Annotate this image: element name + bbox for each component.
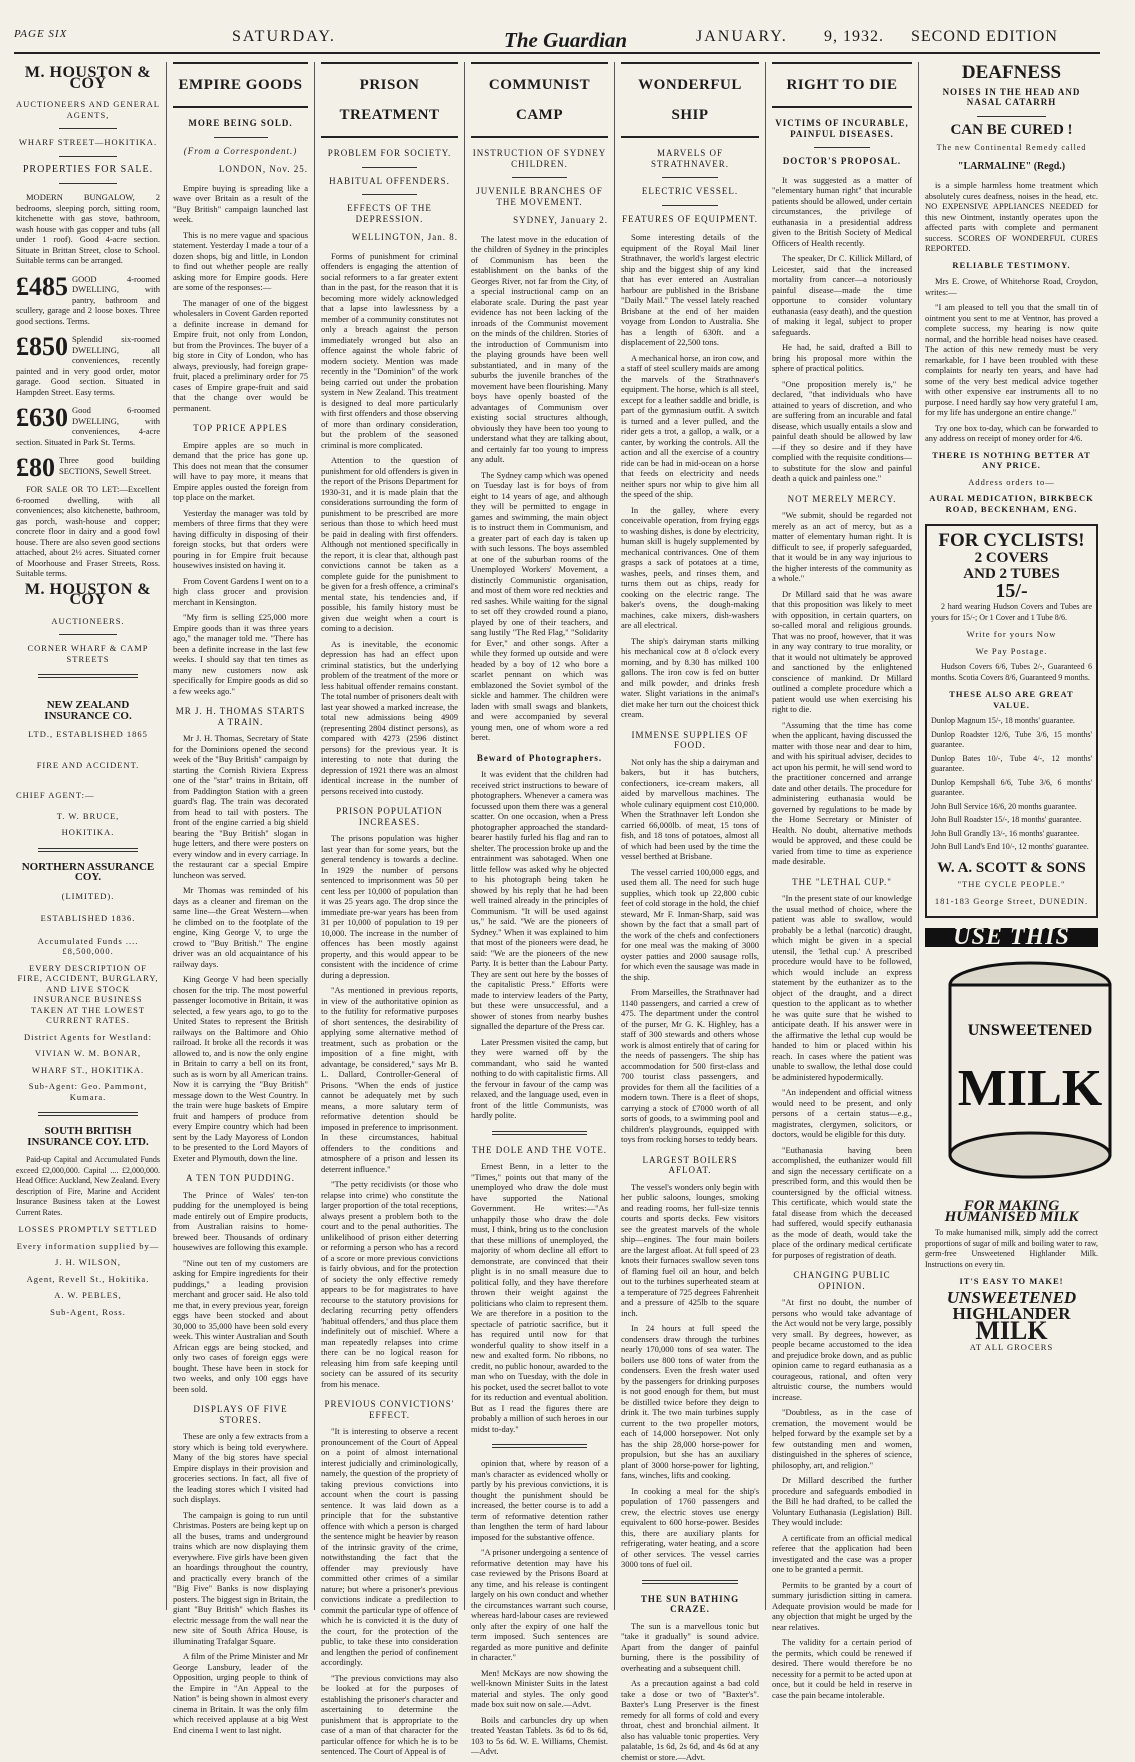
article-paragraph: The sun is a marvellous tonic but "take it gradually" is sound advice. Apart from the danger of painful burning, there is the possibility of overheating and a subsequent chill. xyxy=(621,1620,759,1673)
south-british-info: Every information supplied by— xyxy=(16,1240,160,1251)
article-paragraph: It was suggested as a matter of "elementary human right" that incurable patients should be allowed, under certain circumstances, the privilege of euthanasia in a presidential address given to the British Society of Medical Officers of Health recently. xyxy=(772,174,912,248)
article-paragraph: Ernest Benn, in a letter to the "Times," points out that many of the unemployed who draw the dole must have supported the National Government. He writes:—"As unhappily those who draw the dole must, I think, bring us to the conclusion that these millions of unemployed, the majority of whom decline all effort to demonstrate, are convinced that their plight is in no small measure due to political folly, and they have therefore thrown their weight against the politicians who claim to represent them. We are therefore in a position to the spectacle of patriotic sacrifice, but it has required until now for that wonderful quality to show itself in a new and exalted form. No ribbons, no credit, no public honour, awarded to the man who on Tuesday, with the dole in his pocket, used the secret ballot to vote for its reduction and eventual abolition. But as I read the figures there are probably a million of such heroes in our midst to-day." xyxy=(471,1161,608,1434)
article-subheading: MORE BEING SOLD. xyxy=(188,118,293,128)
advertisements-column xyxy=(919,62,1104,1610)
article-paragraph: It was evident that the children had received strict instructions to beware of photographers. Whenever a camera was focussed upon them there was a general scatter. On one occasion, when a Press photographer approached the standard-bearer hastily furled his flag and ran to shelter. The procession broke up and the entrainment was sabotaged. When one little fellow was asked why he objected to his photograph being taken he showed by his reply that he had been well trained already in the principles of Communism. "It will be used against us," he said. "We are the pioneers of Sydney." When it was explained to him that most of the pioneers were dead, he said: "We are the pioneers of the new Party. It is better than the Labour Party. They are sent out here by the bosses of the capitalistic Press." Efforts were made to interview leaders of the Party, but these were unsuccessful, and a shower of stones from nearby bushes signalled the departure of the Press car. xyxy=(471,769,608,1031)
masthead-month: JANUARY. xyxy=(696,28,788,45)
article-paragraph: Some interesting details of the equipment of the Royal Mail liner Strathnaver, the world's largest electric ship and the biggest ship of any kind that has ever entered an Australian harbour are published in the Brisbane "Daily Mail." The vessel lately reached Brisbane at the end of her maiden voyage from London to Australia. She has a length of 630ft. and a displacement of 22,500 tons. xyxy=(621,232,759,347)
article-subheading: INSTRUCTION OF SYDNEY CHILDREN. xyxy=(472,148,607,169)
article-paragraph: "At first no doubt, the number of persons who would take advantage of the Act would not be very large, possibly very small. By degrees, however, as people became accustomed to the idea and prejudice broke down, and as public opinion came to regard euthanasia as a courageous, rational, and often very altruistic course, the numbers would increase. xyxy=(772,1297,912,1402)
article-paragraph: This is no mere vague and spacious statement. Yesterday I made a tour of a dozen shops, big and little, in London to find out whether people are really asking more for Empire goods. Here are some of the responses:— xyxy=(173,229,308,292)
cyclists-offer: 2 hard wearing Hudson Covers and Tubes are yours for 15/-; Or 1 Cover and 1 Tube 8/6. xyxy=(931,602,1092,622)
article-paragraph: The vessel carried 100,000 eggs, and used them all. The need for such huge supplies, which took up 22,800 cubic feet of cold storage in the hold, the chief steward, Mr F. Inman-Sharp, said was shown by the fact that a small part of the work of the chefs and confectioners for one meal was the making of 3000 oyster patties and 2000 sausage rolls, for which even the sausage was made in the ship. xyxy=(621,866,759,982)
article-paragraph: From Marseilles, the Strathnaver had 1140 passengers, and carried a crew of 475. The department under the control of the purser, Mr G. K. Highley, has a staff of 300 stewards and others whose work is almost entirely that of caring for the needs of passengers. The ship has accommodation for 500 first-class and 700 tourist class passengers, and provides for them all the facilities of a modern town. There is a fleet of shops, carrying a stock of £7000 worth of all sorts of goods, to a swimming pool and children's playgrounds, equipped with toys from rocking horses to teddy bears. xyxy=(621,987,759,1144)
article-subheading: JUVENILE BRANCHES OF THE MOVEMENT. xyxy=(476,186,603,207)
article-paragraph: Dr Millard described the further procedure and safeguards embodied in the Bill he had drafted, to be called the Voluntary Euthanasia (Legislation) Bill. They would include: xyxy=(772,1475,912,1527)
article-subheading: MARVELS OF STRATHNAVER. xyxy=(650,148,730,169)
nz-insurance-established: LTD., ESTABLISHED 1865 xyxy=(28,729,148,739)
masthead xyxy=(14,28,1100,54)
article-paragraph: These are only a few extracts from a story which is being told everywhere. Many of the big stores have special Empire displays in their provision and groceries sections. In fact, all five of the leading stores which I visited had such displays. xyxy=(173,1431,308,1504)
property-price: £630 xyxy=(16,403,68,432)
article-paragraph: In the galley, where every conceivable operation, from frying eggs to washing dishes, is done by electricity, human skill is hugely supplemented by mechanical contrivances. One of them grasps a sack of potatoes at a time, washes, peels, and rinses them, and turns them out as chips, ready for cooking on the electric range. The baker's ovens, the dough-making machines, cake mixers, dish-washers are all electrical. xyxy=(621,504,759,630)
larmaline-offer: Try one box to-day, which can be forwarded to any address on receipt of money order for 4/6. xyxy=(925,422,1098,443)
property-text: Splendid six-roomed DWELLING, all conveniences, recently painted and in very good order, motor garage. Good section. Situated in Hampden Street. Easy terms. xyxy=(16,334,160,397)
nz-insurance-agent-town: HOKITIKA. xyxy=(61,827,115,837)
property-text: Good 6-roomed DWELLING, with conveniences, 4-acre section. Situated in Park St. Terms. xyxy=(16,405,160,447)
northern-assurance-subagent: Sub-Agent: Geo. Pammont, Kumara. xyxy=(28,1081,148,1102)
article-paragraph: A certificate from an official medical referee that the application had been investigated and the case was a proper one to be granted a permit. xyxy=(772,1532,912,1574)
article-paragraph: "Nine out ten of my customers are asking for Empire ingredients for their puddings," a leading provision merchant and grocer said. He also told me that, in every previous year, foreign eggs have been stocked and about 30,000 to 35,000 have been sold every week. This winter Australian and South African eggs are being stocked, and only two cases of foreign eggs were bought. These have been in stock for two weeks, and only 100 eggs have been sold. xyxy=(173,1257,308,1394)
milk-advertisement xyxy=(925,924,1103,1353)
nz-insurance-agent-name: T. W. BRUCE, xyxy=(56,810,120,821)
property-price: £80 xyxy=(16,453,55,482)
article-paragraph: "The petty recidivists (or those who relapse into crime) who constitute the larger proportion of the total receptions, always present a problem both to the court and to the penal authorities. The unlikelihood of prison either deterring or reforming a person who has a record of a score or more previous convictions is fairly obvious, and for the protection of society the only effective remedy appears to be for magistrates to have recourse to the statutory provisions for declaring recurring petty offenders 'habitual offenders,' and thus place them indefinitely out of mischief. Where a man repeatedly relapses into crime there can be no logical reason for releasing him from safe keeping until society can be assured of its security from his menace. xyxy=(321,1179,458,1389)
article-paragraph: "The previous convictions may also be looked at for the purposes of establishing the prisoner's character and ascertaining to determine the punishment that is appropriate to the case of a man of that character for the particular offence for which he is to be sentenced. The Court of Appeal is of xyxy=(321,1672,458,1756)
remedy-intro: The new Continental Remedy called xyxy=(936,143,1087,152)
highlander-heading: HIGHLANDER xyxy=(952,1304,1071,1323)
article-headline: WONDERFUL SHIP xyxy=(621,62,759,138)
article-paragraph: The Sydney camp which was opened on Tuesday last is for boys of from eight to 14 years of age, and although they will be permitted to engage in games and swimming, the main object is to instruct them in Communism, and a greater part of each day is taken up with such lessons. The boys assembled at one of the suburban rooms of the Unemployed Workers' Movement, a distinctly Communistic organisation, and most of them wore red neckties and red sashes. While waiting for the signal to set off they crowded round a piano, played by one of their teachers, and sang lustily "The Red Flag," "Solidarity for Ever," and other songs. After a while they formed up outside and were headed by a boy of 12 who bore a scarlet pennant on which was emblazoned the Soviet symbol of the sickle and hammer. The children were laden with small swags and blankets, and were accompanied by several young men, one of whom wore a red beret. xyxy=(471,469,608,742)
article-subheading: PROBLEM FOR SOCIETY. xyxy=(327,148,452,158)
milk-can-image xyxy=(925,955,1135,1185)
article-paragraph: Mr J. H. Thomas, Secretary of State for the Dominions opened the second week of the "Buy British" campaign by starting the Cornish Riviera Express one of the "star" trains in Britain, off from Paddington Station with a green guard's flag. The train was decorated from head to tail with posters. The front of the engine carried a big shield bearing the "Buy British" slogan in huge letters, and there were posters on every window and in every carriage. In the restaurant car a special Empire luncheon was served. xyxy=(173,733,308,880)
article-paragraph: "It is interesting to observe a recent pronouncement of the Court of Appeal on a point of almost international interest judicially and criminologically, namely, the question of the propriety of taking previous convictions into account when the court is passing sentence. It was laid down as a principle that for the substantive offence with which a person is charged the sentence might be heavier by reason of the intrinsic gravity of the crime, notwithstanding the fact that the offender may previously have committed other crimes of a similar nature; but where a prisoner's previous convictions indicate a predilection to commit the particular type of offence of which he is convicted it is the duty of the court, for the protection of the public, to take these into consideration and lengthen the period of confinement accordingly. xyxy=(321,1426,458,1667)
unsweetened-heading: UNSWEETENED xyxy=(946,1287,1077,1307)
article-paragraph: Dr Millard said that he was aware that this proposition was likely to meet with opposition, in certain quarters, on so-called moral and religious grounds. That was no proof, however, that it was in any way contrary to true morality, or that it would not ultimately be approved and sanctioned by the enlightened conscience of mankind. Dr Millard outlined a complete procedure which a patient would use when exercising his right to die. xyxy=(772,588,912,714)
article-paragraph: The campaign is going to run until Christmas. Posters are being kept up on all the buses, trams and underground trains which are now displaying them everywhere. Five girls have been given an hoardings throughout the country, and practically every branch of the "Big Five" Banks is now displaying posters. The biggest sign in Britain, the giant "Buy British" which flashes its electric message from the wall near the new site of South Africa House, is illuminating Trafalgar Square. xyxy=(173,1509,308,1646)
south-british-settled: LOSSES PROMPTLY SETTLED xyxy=(18,1224,158,1234)
article-paragraph: "An independent and official witness would need to be present, and only persons of a certain status—e.g., magistrates, clergymen, solicitors, or doctors, would be eligible for this duty. xyxy=(772,1087,912,1139)
cyclists-heading: FOR CYCLISTS! xyxy=(938,530,1085,551)
section-heading: MR J. H. THOMAS STARTS A TRAIN. xyxy=(175,706,306,727)
tyre-item: Dunlop Magnum 15/-, 18 months' guarantee. xyxy=(931,716,1075,725)
property-text: Three good building SECTIONS, Sewell Street. xyxy=(59,455,160,476)
grocers-text: AT ALL GROCERS xyxy=(969,1342,1054,1352)
cyclists-advertisement xyxy=(925,524,1098,918)
article-paragraph: Later Pressmen visited the camp, but they were warned off by the commandant, who said he wanted nothing to do with capitalistic firms. All the fervour in favour of the camp was relaxed, and the language used, even in front of the little Communists, was hardly polite. xyxy=(471,1036,608,1120)
article-headline: PRISON TREATMENT xyxy=(321,62,458,138)
article-paragraph: opinion that, where by reason of a man's character as evidenced wholly or partly by his previous convictions, it is thought the punishment should be increased, the better course is to add a term of reformative detention rather than lengthen the term of hard labour imposed for the substantive offence. xyxy=(471,1458,608,1542)
section-heading: THE "LETHAL CUP." xyxy=(792,876,892,887)
tyre-item: John Bull Service 16/6, 20 months guarantee. xyxy=(931,801,1077,811)
cyclists-covers: 2 COVERS xyxy=(974,549,1049,566)
property-text: GOOD 4-roomed DWELLING, with pantry, bathroom and scullery, garage and 2 loose boxes. Three good sections. Terms. xyxy=(16,273,160,326)
houston-address: WHARF STREET—HOKITIKA. xyxy=(18,137,158,147)
for-making-heading: FOR MAKING HUMANISED MILK xyxy=(944,1198,1079,1225)
article-paragraph: Attention to the question of punishment for old offenders is given in the report of the Prisons Department for 1930-31, and it is made plain that the considerations surrounding the form of punishment to be prescribed are more serious than those to which heed must be paid in dealing with first offenders. Although not mentioned specifically in the report, it is clear that, although past convictions cannot be taken as a complete guide for the punishment to be given for a fresh offence, a criminal's mental state, his tendencies and, if possible, his family history must be given due weight when a court is coming to a decision. xyxy=(321,455,458,633)
article-dateline: WELLINGTON, Jan. 8. xyxy=(351,232,458,242)
use-this-banner: USE THIS xyxy=(925,928,1098,947)
aural-medication-address: AURAL MEDICATION, BIRKBECK ROAD, BECKENHAM, ENG. xyxy=(929,493,1094,514)
can-be-cured-heading: CAN BE CURED ! xyxy=(950,121,1073,138)
nz-insurance-agent-label: CHIEF AGENT:— xyxy=(16,790,95,800)
northern-assurance-agent-town: WHARF ST., HOKITIKA. xyxy=(31,1064,145,1075)
deafness-heading: DEAFNESS xyxy=(961,62,1062,83)
property-listing xyxy=(16,271,160,327)
scott-heading: W. A. SCOTT & SONS xyxy=(937,859,1086,876)
section-heading: DISPLAYS OF FIVE STORES. xyxy=(193,1404,288,1425)
houston-subtitle: AUCTIONEERS AND GENERAL AGENTS, xyxy=(16,99,160,120)
cyclists-postage: We Pay Postage. xyxy=(975,645,1048,656)
south-british-text: Paid-up Capital and Accumulated Funds exceed £2,000,000. Capital .... £2,000,000. Head Office: Auckland, New Zealand. Every description of Fire, Marine and Accident Insurance Business taken at the Lowest Current Rates. xyxy=(16,1155,161,1217)
article-paragraph: The speaker, Dr C. Killick Millard, of Leicester, said that the increased mortality from cancer—a notoriously painful disease—made the time opportune to consider voluntary euthanasia (easy death), and the question of making it legal, subject to proper safeguards. xyxy=(772,253,912,337)
great-value-heading: THESE ALSO ARE GREAT VALUE. xyxy=(949,689,1074,710)
article-subheading: ELECTRIC VESSEL. xyxy=(641,186,739,196)
tyre-item: Dunlop Kempshall 6/6, Tube 3/6, 6 months' guarantee. xyxy=(931,777,1092,797)
communist-camp-article xyxy=(465,62,614,1756)
northern-assurance-funds: Accumulated Funds .... £8,500,000. xyxy=(37,935,139,956)
article-headline: RIGHT TO DIE xyxy=(772,62,912,108)
northern-assurance-agent-name: VIVIAN W. M. BONAR, xyxy=(34,1048,142,1058)
advertisement-text: As a precaution against a bad cold take a dose or two of "Baxter's". Baxter's Lung Preserver is the finest remedy for all forms of cold and every throat, chest and bronchial ailment. It also has valuable tonic properties. Very palatable, 1s 6d, 2s 6d, and 4s 6d at any chemist or store.—Advt. xyxy=(621,1678,759,1762)
nothing-better: THERE IS NOTHING BETTER AT ANY PRICE. xyxy=(932,449,1091,470)
south-british-heading: SOUTH BRITISH INSURANCE COY. LTD. xyxy=(27,1125,149,1148)
article-paragraph: The latest move in the education of the children of Sydney in the principles of Communism has been the establishment on the banks of the Georges River, not far from the City, of a special instructional camp on an elaborate scale. During the past year evidence has not been lacking of the inroads of the Communist movement on the minds of the children. Stories of the introduction of Communism into the playing grounds have been well substantiated, and in many of the suburbs the juvenile branches of the movement have been flourishing. Many boys have openly boasted of the advantages of Communism over existing social structures although, obviously they have been too young to understand what they are talking about, and certainly far too young to impress any adult. xyxy=(471,233,608,464)
article-subheading: FEATURES OF EQUIPMENT. xyxy=(621,213,759,224)
cyclists-tubes: AND 2 TUBES xyxy=(963,566,1060,582)
houston-address: CORNER WHARF & CAMP STREETS xyxy=(27,643,149,664)
article-paragraph: The vessel's wonders only begin with her public saloons, lounges, smoking and reading rooms, her full-size tennis courts and sports decks. Few visitors see the greatest marvels of the whole ship—engines. The four main boilers are the largest afloat. At full speed of 23 knots their furnaces swallow seven tons of flaming fuel oil an hour, and belch out to the turbines superheated steam at a temperature of 725 degrees Fahrenheit and a pressure of 425lb to the square inch. xyxy=(621,1181,759,1318)
northern-assurance-limited: (LIMITED). xyxy=(61,890,115,901)
property-listing xyxy=(16,334,160,397)
tyre-item: Dunlop Bates 10/-, Tube 4/-, 12 months' guarantee. xyxy=(931,753,1092,773)
cyclists-write: Write for yours Now xyxy=(966,629,1057,639)
empire-goods-article xyxy=(167,62,314,1735)
section-heading: PRISON POPULATION INCREASES. xyxy=(336,806,443,827)
south-british-subagent-address: Sub-Agent, Ross. xyxy=(50,1306,126,1317)
masthead-edition: SECOND EDITION xyxy=(911,28,1058,45)
larmaline-description: is a simple harmless home treatment which absolutely cures deafness, noises in the head, etc. NO EXPENSIVE APPLIANCES NEEDED for this new Ointment, instantly operates upon the affected parts with complete and permanent success. SCORES OF WONDERFUL CURES REPORTED. xyxy=(925,180,1098,253)
article-paragraph: As is inevitable, the economic depression has had an effect upon criminal statistics, but the underlying problem of the treatment of the more or less habitual offender remains constant. The total number of prisoners dealt with last year showed a marked increase, the total new admissions being 4909 (representing 2804 distinct persons), as compared with 4273 (2596 distinct persons) for the previous year. It is interesting to note that during the depression of 1921 there was an almost identical increase in the number of persons received into custody. xyxy=(321,638,458,796)
tyre-item: Dunlop Roadster 12/6, Tube 3/6, 15 months' guarantee. xyxy=(931,729,1092,749)
section-heading: TOP PRICE APPLES xyxy=(193,423,288,433)
easy-heading: IT'S EASY TO MAKE! xyxy=(959,1276,1064,1286)
property-listing: MODERN BUNGALOW, 2 bedrooms, sleeping porch, sitting room, kitchenette with gas stove, bathroom, wash house with gas copper and tubs (all under 1 roof). Good 4-acre section. Situate in Brittan Street, close to School. Suitable terms can be arranged. xyxy=(16,192,160,265)
article-paragraph: The ship's dairyman starts milking his mechanical cow at 8 o'clock every morning, and by 8.30 has milked 100 gallons. The iron cow is fed on butter and milk powder, and drinks fresh water. Slight variations in the animal's diet make her turn out the choicest thick cream. xyxy=(621,635,759,719)
property-listing xyxy=(16,405,160,447)
classifieds-column xyxy=(10,62,166,1610)
article-dateline: LONDON, Nov. 25. xyxy=(218,164,308,174)
section-heading: IMMENSE SUPPLIES OF FOOD. xyxy=(631,729,749,750)
section-heading: PREVIOUS CONVICTIONS' EFFECT. xyxy=(324,1399,455,1420)
nz-insurance-type: FIRE AND ACCIDENT. xyxy=(36,759,140,770)
right-to-die-article xyxy=(766,62,918,1700)
article-dateline: SYDNEY, January 2. xyxy=(513,215,608,225)
northern-assurance-description: EVERY DESCRIPTION OF FIRE, ACCIDENT, BURGLARY, AND LIVE STOCK INSURANCE BUSINESS TAKEN AT THE LOWEST CURRENT RATES. xyxy=(17,962,159,1025)
article-subheading: VICTIMS OF INCURABLE, PAINFUL DISEASES. xyxy=(775,118,909,139)
article-paragraph: "We submit, should be regarded not merely as an act of mercy, but as a matter of elementary human right. It is difficult to see, if properly safeguarded, that it would be in any way injurious to the higher interests of the community as a whole." xyxy=(772,510,912,583)
cyclists-hudson: Hudson Covers 6/6, Tubes 2/-, Guaranteed 6 months. Scotia Covers 8/6, Guaranteed 9 months. xyxy=(931,662,1092,682)
article-paragraph: A mechanical horse, an iron cow, and a staff of steel scullery maids are among the marvels of the Strathnaver's equipment. The horse, which is all steel, except for a leather saddle and bridle, is part of the gymnasium outfit. A switch is turned and a lever pulled, and the rider gets a trot, a gallop, a walk, or a canter, by working the controls. All the action and all the exercise of a country ride can be had in mid-ocean on a horse that feeds on electricity and needs neither spurs nor whip to give him all the speed of the ship. xyxy=(621,352,759,499)
article-paragraph: "As mentioned in previous reports, in view of the authoritative opinion as to the futility for reformative purposes of short sentences, the desirability of applying some alternative method of treatment, such as probation or the imposition of a fine might, with advantage, be considered," says Mr B. L. Dallard, Controller-General of Prisons. "When the ends of justice cannot be adequately met by such means, a more salutary term of reformative detention should be imposed in preference to imprisonment. In these circumstances, habitual offenders to the conditions and atmosphere of a prison and lessen its deterrent influence." xyxy=(321,985,458,1174)
section-heading: CHANGING PUBLIC OPINION. xyxy=(793,1270,891,1291)
article-subheading: EFFECTS OF THE DEPRESSION. xyxy=(347,203,432,224)
article-paragraph: "In the present state of our knowledge the usual method of choice, where the patient was able to swallow, would probably be a lethal (narcotic) draught, which might be given in a special utensil, the 'lethal cup.' A prescribed procedure would have to be followed, which would include an express statement by the euthanizer as to the object of the draught, and a direct question to the applicant as to whether he was quite sure that he wished to anticipate death. If his answer were in the affirmative the lethal cup would be handed to him or placed within his reach. In cases where the patient was unable to swallow, the lethal dose could be administered hypodermically. xyxy=(772,893,912,1082)
article-paragraph: The validity for a certain period of the permits, which could be renewed if desired. There would therefore be no necessity for a permit to be acted upon at once, but it could be held in reserve in case the pain became intolerable. xyxy=(772,1637,912,1700)
prison-treatment-article xyxy=(315,62,464,1756)
property-listing: FOR SALE OR TO LET:—Excellent 6-roomed dwelling, with all conveniences; also kitchenette, bathroom, gas porch, wash-house and copper; concrete floor in dairy and a good fowl house. There are also seven good sections attached, about 2½ acres. Situated corner of Moorhouse and Fraser Streets, Ross. Suitable terms. xyxy=(16,484,160,578)
tyre-item: John Bull Roadster 15/-, 18 months' guarantee. xyxy=(931,815,1082,824)
houston-heading: M. HOUSTON & COY xyxy=(24,580,152,608)
article-paragraph: In cooking a meal for the ship's population of 1760 passengers and crew, the electric stoves use energy equivalent to 600 horse-power. Besides this, there are auxiliary plants for refrigerating, water heating, and a score of other services. The vessel carries 3000 tons of fuel oil. xyxy=(621,1485,759,1569)
section-heading: NOT MERELY MERCY. xyxy=(787,493,897,504)
section-heading: THE SUN BATHING CRAZE. xyxy=(640,1593,740,1614)
section-heading: LARGEST BOILERS AFLOAT. xyxy=(642,1154,738,1175)
article-subheading: DOCTOR'S PROPOSAL. xyxy=(782,156,902,166)
article-paragraph: In 24 hours at full speed the condensers draw through the turbines nearly 170,000 tons of sea water. The boilers use 800 tons of water from the condensers. Even the fresh water used by the passengers for drinking purposes is not good enough for them, but must be distilled twice before they deign to drink it. The two main turbines supply current to the two propeller motors, each of 14,000 horsepower. Not only has the ship 28,000 horse-power for propulsion, but she has an auxiliary plant of 3000 horse-power for lighting, fans, winches, lifts and cooking. xyxy=(621,1323,759,1480)
article-paragraph: "Euthanasia having been accomplished, the euthanizer would fill and sign the necessary certificate on a prescribed form, and this would then be countersigned by the official witness. This certificate, which would state the fatal disease from which the deceased had suffered, would specify euthanasia as the mode of death, would take the place of the ordinary medical certificate for purposes of registration of death. xyxy=(772,1144,912,1260)
can-milk-text: MILK xyxy=(957,1059,1103,1117)
nz-insurance-heading: NEW ZEALAND INSURANCE CO. xyxy=(44,699,132,722)
article-paragraph: A film of the Prime Minister and Mr George Lansbury, leader of the Opposition, urging people to think of the Empire in "An Appeal to the Nation" is being shown in almost every cinema in Britain. It was the only film which received applause at a big West End cinema I went to last night. xyxy=(173,1651,308,1735)
south-british-agent-address: Agent, Revell St., Hokitika. xyxy=(26,1273,150,1284)
masthead-date: 9, 1932. xyxy=(824,28,884,45)
northern-assurance-heading: NORTHERN ASSURANCE COY. xyxy=(21,860,155,883)
larmaline-name: "LARMALINE" (Regd.) xyxy=(957,160,1066,172)
article-paragraph: From Covent Gardens I went on to a high class grocer and provision merchant in Kensington. xyxy=(173,575,308,607)
deafness-advertisement xyxy=(925,62,1098,514)
article-paragraph: "Doubtless, as in the case of cremation, the movement would be helped forward by the example set by a few outstanding men and women, distinguished in the spheres of science, philosophy, art, and religion." xyxy=(772,1407,912,1470)
deafness-subheading: NOISES IN THE HEAD AND NASAL CATARRH xyxy=(942,86,1081,107)
section-heading: THE DOLE AND THE VOTE. xyxy=(472,1144,607,1155)
testimony-intro: Mrs E. Crowe, of Whitehorse Road, Croydon, writes:— xyxy=(925,276,1098,297)
article-paragraph: Empire buying is spreading like a wave over Britain as a result of the "Buy British" campaign launched last week. xyxy=(173,182,308,224)
properties-heading: PROPERTIES FOR SALE. xyxy=(22,163,154,175)
northern-assurance-agents-label: District Agents for Westland: xyxy=(23,1031,153,1042)
article-paragraph: He had, he said, drafted a Bill to bring his proposal more within the sphere of practical politics. xyxy=(772,342,912,373)
address-label: Address orders to— xyxy=(968,476,1055,487)
article-paragraph: "One proposition merely is," he declared, "that individuals who have attained to years of discretion, and who are suffering from an incurable and fatal disease, which usually entails a slow and painful death should be allowed by law—if they so desire and if they have complied with the requisite conditions—to substitute for the slow and painful death a quick and painless one." xyxy=(772,378,912,483)
testimony-text: "I am pleased to tell you that the small tin of ointment you sent to me at Ventnor, has proved a complete success, my hearing is now quite normal, and the horrible head noises have ceased. The action of this new remedy must be very remarkable, for I have been troubled with these complaints for nearly ten years, and have had some of the very best medical advice together with other expensive ear instruments all to no purpose. I need hardly say how very grateful I am, for my life has undergone an entire change." xyxy=(925,302,1098,417)
article-paragraph: The Prince of Wales' ten-ton pudding for the unemployed is being made entirely out of Empire products, from Australian raisins to home-brewed beer. Thousands of ordinary housewives are following this example. xyxy=(173,1189,308,1252)
newspaper-title: The Guardian xyxy=(504,28,628,52)
tyre-item: John Bull Land's End 10/-, 12 months' guarantee. xyxy=(931,842,1089,851)
article-paragraph: Permits to be granted by a court of summary jurisdiction sitting in camera. Adequate provision would be made for any objection that might be urged by the near relatives. xyxy=(772,1579,912,1632)
article-headline: EMPIRE GOODS xyxy=(173,62,308,108)
section-heading: A TEN TON PUDDING. xyxy=(185,1173,295,1183)
article-subheading: HABITUAL OFFENDERS. xyxy=(329,175,450,186)
wonderful-ship-article xyxy=(615,62,765,1762)
article-headline: COMMUNIST CAMP xyxy=(471,62,608,138)
article-paragraph: Mr Thomas was reminded of his days as a cleaner and fireman on the same line—the Great Western—when he climbed on to the footplate of the engine, King George V, to urge the crowd to "Buy British." The engine driver was an old acquaintance of his railway days. xyxy=(173,885,308,969)
can-brand-text: UNSWEETENED xyxy=(967,1021,1093,1039)
property-price: £850 xyxy=(16,332,68,361)
houston-heading: M. HOUSTON & COY xyxy=(24,64,152,92)
article-paragraph: "My firm is selling £25,000 more Empire goods than it was three years ago," the manager told me. "There has been a definite increase in the last few weeks. I should say that ten times as many new customers now ask specifically for Empire goods as did so a few weeks ago." xyxy=(173,612,308,696)
advertisement-text: Men! McKays are now showing the well-known Minister Suits in the latest material and styles. The only good made box suit now on sale.—Advt. xyxy=(471,1667,608,1709)
article-paragraph: Not only has the ship a dairyman and bakers, but it has butchers, confectioners, ice-cream makers, all aided by marvellous machines. The whole culinary equipment cost £10,000. When the Strathnaver left London she carried 66,000lb. of meat, 15 tons of fish, and 18 tons of potatoes, almost all of which had been used by the time the vessel berthed at Brisbane. xyxy=(621,756,759,861)
south-british-subagent: A. W. PEBLES, xyxy=(54,1290,122,1300)
tyre-item: John Bull Grandly 13/-, 16 months' guarantee. xyxy=(931,828,1080,838)
milk-heading: MILK xyxy=(975,1315,1048,1345)
article-paragraph: Yesterday the manager was told by members of three firms that they were having difficulty in disposing of their foreign stocks, but that orders were pouring in for Empire fruit because housewives insisted on having it. xyxy=(173,507,308,570)
article-byline: (From a Correspondent.) xyxy=(183,145,298,156)
section-heading: Beward of Photographers. xyxy=(476,752,603,763)
reliable-testimony: RELIABLE TESTIMONY. xyxy=(952,259,1071,270)
south-british-agent: J. H. WILSON, xyxy=(55,1257,121,1267)
page-number: PAGE SIX xyxy=(14,28,68,40)
article-paragraph: Empire apples are so much in demand that the price has gone up. This does not mean that the consumer will have to pay more, it means that Empire apples ousted the foreign from top place on the market. xyxy=(173,439,308,502)
article-paragraph: The manager of one of the biggest wholesalers in Covent Garden reported a definite increase in demand for Empire fruit, not only from London, but from the Provinces. The buyer of a big store in City of London, who has always, previously, had foreign grape-fruit, placed a preliminary order for 75 cases of Empire grape-fruit and said that the change over would be permanent. xyxy=(173,297,308,413)
advertisement-text: Boils and carbuncles dry up when treated Yeastan Tablets. 3s 6d to 8s 6d, 103 to 5s 6d. W. E. Williams, Chemist.—Advt. xyxy=(471,1714,608,1756)
northern-assurance-established: ESTABLISHED 1836. xyxy=(40,913,136,923)
article-paragraph: "A prisoner undergoing a sentence of reformative detention may have his case reviewed by the Prisons Board at any time, and his release is contingent largely on his own conduct and whether the circumstances warrant such course, whereas hard-labour cases are reviewed only after the expiry of one half the term imposed. Such sentences are regarded as more punitive and definite in character." xyxy=(471,1547,608,1662)
scott-subheading: "THE CYCLE PEOPLE." xyxy=(957,879,1066,889)
article-paragraph: The prisons population was higher last year than for some years, but the general tendency is towards a decline. In 1929 the number of persons sentenced to imprisonment was 50 per cent less per 10,000 of population than it was 25 years ago. The drop since the immediate pre-war years has been from 31 per 10,000 of population to 19 per 10,000. The increase in the number of offences has been mostly against property, and this would appear to be consistent with the incidence of crime during a depression. xyxy=(321,833,458,980)
property-price: £485 xyxy=(16,271,68,301)
article-paragraph: "Assuming that the time has come when the applicant, having discussed the matter with those near and dear to him, and with his spiritual adviser, decides to act upon his permit, he will send word to the practitioner concerned and arrange date and other details. The procedure for administering euthanasia would be governed by regulations to be made by the Home Secretary or Minister of Health. No doubt, alternative methods would be approved, and these could be varied from time to time as experience made desirable. xyxy=(772,719,912,866)
article-paragraph: King George V had been specially chosen for the trip. The most powerful passenger locomotive in Britain, it was selected, a few years ago, to go to the United States to represent the British railways on the Baltimore and Ohio railroad. It broke all the records it was allowed to, and is now the only engine in Britain to carry a bell on its front, such as is worn by all American trains. Now it is carrying the "Buy British" message down to the West Country. In the train were huge baskets of Empire fruit and hampers of produce from every Empire country which had been sent by the Lady Mayoress of London to be presented to the Lord Mayors of Exeter and Plymouth, down the line. xyxy=(173,974,308,1163)
article-paragraph: Forms of punishment for criminal offenders is engaging the attention of social reformers to a far greater extent than in the past, for the reason that it is becoming more widely acknowledged that a lapse into lawlessness by a member of a community constitutes not only a breach against the person immediately wronged but also an offence against the whole fabric of modern society. Mention was made recently in the "Dominion" of the work being carried out under the probation system in New Zealand. This treatment is designed to deal more particularly with first offenders and those observing of more than ordinary consideration, but the problem of the seasoned criminal is more complicated. xyxy=(321,250,458,450)
scott-address: 181-183 George Street, DUNEDIN. xyxy=(934,895,1089,906)
masthead-day: SATURDAY. xyxy=(232,28,336,45)
cyclists-price: 15/- xyxy=(995,579,1028,602)
property-listing xyxy=(16,453,160,482)
for-making-text: To make humanised milk, simply add the correct proportions of sugar of milk and boiling water to raw, germ-free Unsweetened Highlander Milk. Instructions on every tin. xyxy=(925,1228,1098,1269)
houston-subtitle: AUCTIONEERS. xyxy=(51,615,125,626)
